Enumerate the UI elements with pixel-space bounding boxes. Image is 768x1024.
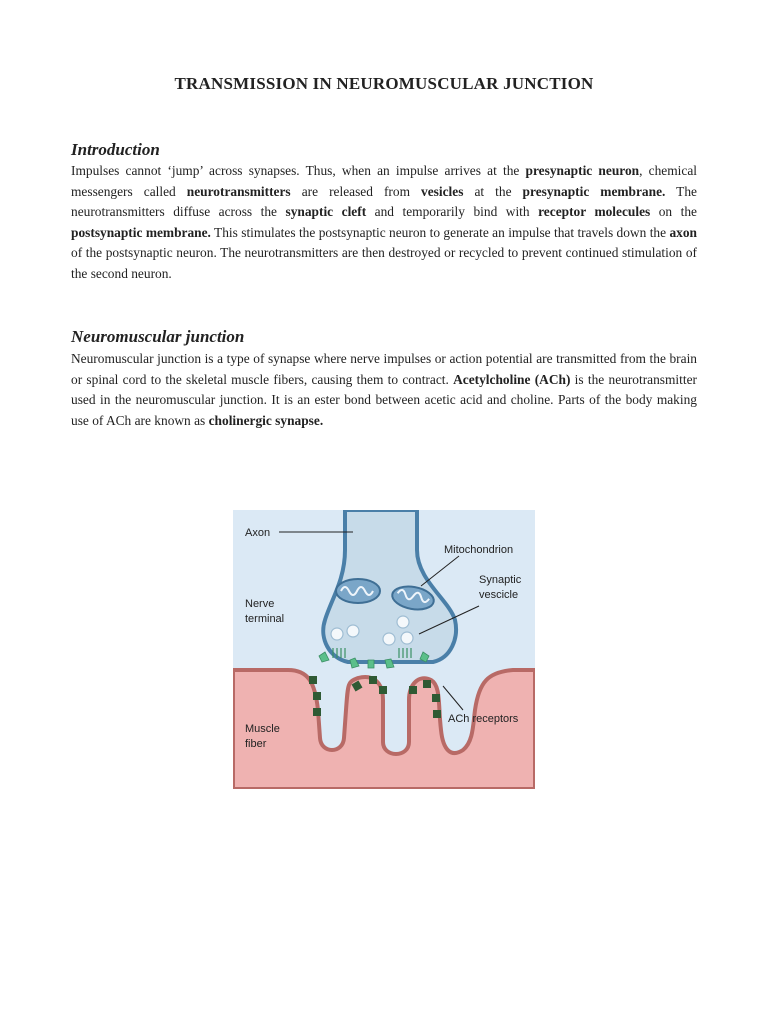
label-muscle-fiber-line2: fiber bbox=[245, 738, 267, 750]
bold-term: postsynaptic membrane. bbox=[71, 224, 211, 240]
label-axon: Axon bbox=[245, 527, 271, 539]
paragraph-introduction bbox=[71, 161, 697, 285]
text-run: Neuromuscular junction is a type of synapse where nerve impulses or action potential are transmitted from the brain or spinal cord to the skeletal muscle fibers, causing them to contract. bbox=[71, 351, 697, 387]
bold-term: axon bbox=[669, 224, 697, 240]
bold-term: presynaptic neuron bbox=[525, 163, 640, 178]
label-synaptic-vesicle-line1: Synaptic bbox=[479, 574, 522, 586]
page-title: TRANSMISSION IN NEUROMUSCULAR JUNCTION bbox=[174, 74, 594, 93]
label-nerve-terminal-line1: Nerve bbox=[245, 598, 275, 610]
mitochondrion-left bbox=[336, 579, 380, 603]
neuromuscular-junction-diagram bbox=[233, 510, 535, 789]
bold-term: presynaptic membrane. bbox=[522, 183, 666, 199]
text-run: The neurotransmitters diffuse across the bbox=[71, 183, 697, 220]
text-run: on the bbox=[650, 204, 697, 220]
bold-term: neurotransmitters bbox=[186, 183, 291, 199]
text-run: is the neurotransmitter used in the neuromuscular junction. It is an ester bond between acetic acid and choline. Parts of the body making use of ACh are known as bbox=[71, 371, 697, 428]
text-run: , chemical messengers called bbox=[71, 163, 697, 199]
text-run: are released from bbox=[290, 183, 422, 199]
bold-term: Acetylcholine (ACh) bbox=[453, 371, 571, 387]
bold-term: cholinergic synapse. bbox=[208, 412, 324, 428]
text-run: at the bbox=[463, 183, 523, 199]
text-run: and temporarily bind with bbox=[366, 204, 539, 220]
label-synaptic-vesicle-line2: vescicle bbox=[479, 589, 519, 601]
section-heading-introduction: Introduction bbox=[71, 140, 160, 159]
bold-term: receptor molecules bbox=[538, 204, 651, 220]
text-run: of the postsynaptic neuron. The neurotransmitters are then destroyed or recycled to prevent continued stimulation of the second neuron. bbox=[71, 245, 697, 281]
label-muscle-fiber-line1: Muscle bbox=[245, 723, 280, 735]
paragraph-neuromuscular-junction bbox=[71, 349, 697, 431]
label-ach-receptors: ACh receptors bbox=[448, 713, 519, 725]
label-nerve-terminal-line2: terminal bbox=[245, 613, 285, 625]
section-heading-neuromuscular-junction: Neuromuscular junction bbox=[71, 327, 245, 346]
text-run: Impulses cannot ‘jump’ across synapses. Thus, when an impulse arrives at the bbox=[71, 163, 526, 178]
text-run: This stimulates the postsynaptic neuron to generate an impulse that travels down the bbox=[210, 224, 670, 240]
bold-term: synaptic cleft bbox=[285, 204, 367, 220]
label-mitochondrion: Mitochondrion bbox=[444, 544, 514, 556]
bold-term: vesicles bbox=[421, 183, 464, 199]
